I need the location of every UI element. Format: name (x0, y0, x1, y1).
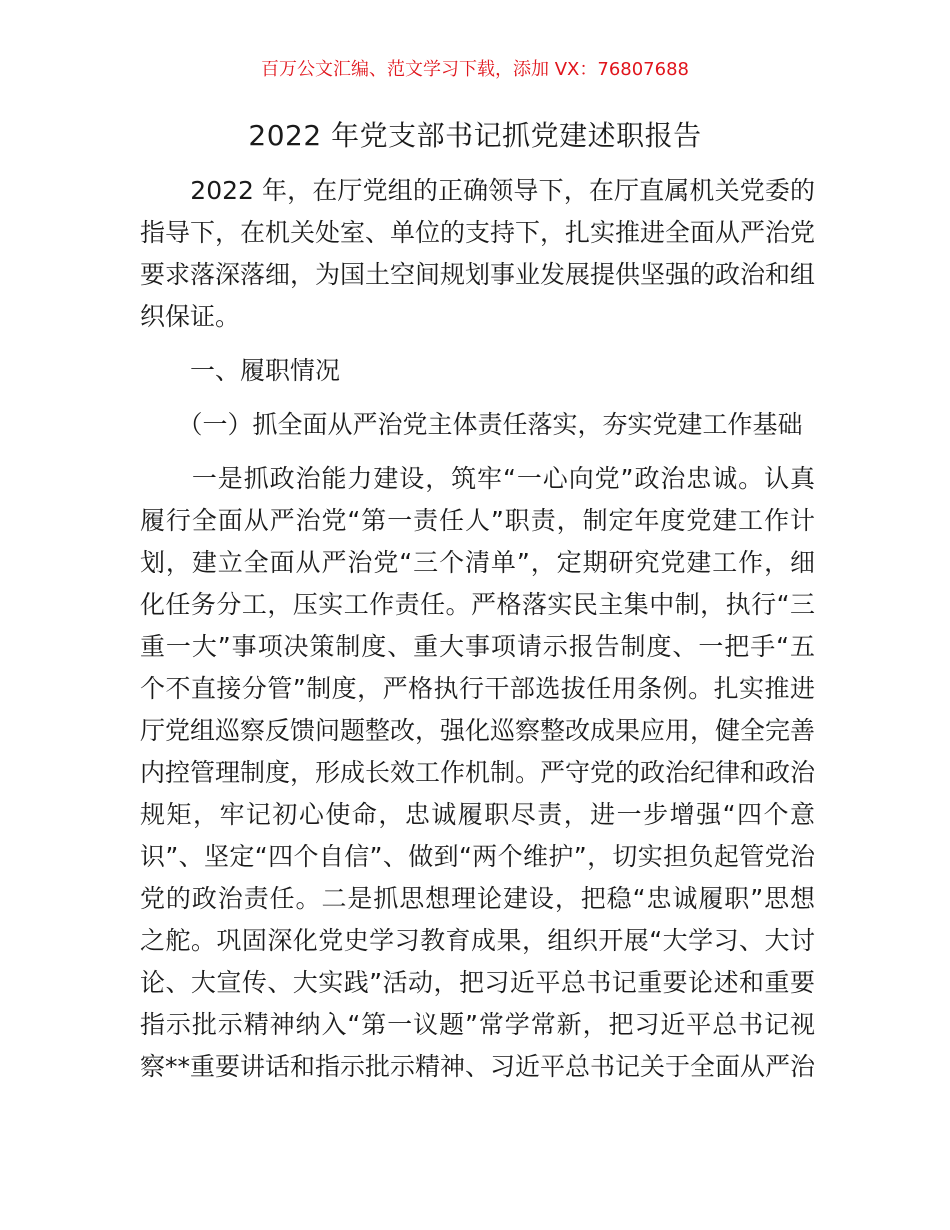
body-line: 之舵。巩固深化党史学习教育成果，组织开展“大学习、大讨 (140, 926, 815, 955)
body-line: 化任务分工，压实工作责任。严格落实民主集中制，执行“三 (140, 590, 815, 619)
body-line: 一是抓政治能力建设，筑牢“一心向党”政治忠诚。认真 (140, 464, 815, 493)
document-body (140, 170, 815, 1088)
document-title: 2022 年党支部书记抓党建述职报告 (248, 119, 702, 152)
subsection-heading: （一）抓全面从严治党主体责任落实，夯实党建工作基础 (140, 410, 803, 439)
section-heading: 一、履职情况 (140, 356, 341, 385)
body-line: 论、大宣传、大实践”活动，把习近平总书记重要论述和重要 (140, 968, 815, 997)
intro-line: 织保证。 (140, 302, 241, 331)
body-line: 履行全面从严治党“第一责任人”职责，制定年度党建工作计 (140, 506, 815, 535)
body-line: 重一大”事项决策制度、重大事项请示报告制度、一把手“五 (140, 632, 815, 661)
body-line: 党的政治责任。二是抓思想理论建设，把稳“忠诚履职”思想 (140, 884, 815, 913)
body-line: 指示批示精神纳入“第一议题”常学常新，把习近平总书记视 (140, 1010, 815, 1039)
body-line: 厅党组巡察反馈问题整改，强化巡察整改成果应用，健全完善 (140, 716, 815, 745)
intro-line: 指导下，在机关处室、单位的支持下，扎实推进全面从严治党 (140, 218, 815, 247)
body-line: 划，建立全面从严治党“三个清单”，定期研究党建工作，细 (140, 548, 815, 577)
body-line: 个不直接分管”制度，严格执行干部选拔任用条例。扎实推进 (140, 674, 815, 703)
body-line: 识”、坚定“四个自信”、做到“两个维护”，切实担负起管党治 (140, 842, 815, 871)
body-line: 内控管理制度，形成长效工作机制。严守党的政治纪律和政治 (140, 758, 815, 787)
body-line: 规矩，牢记初心使命，忠诚履职尽责，进一步增强“四个意 (140, 800, 815, 829)
header-watermark-note: 百万公文汇编、范文学习下载，添加 VX：76807688 (261, 59, 689, 80)
intro-line: 2022 年，在厅党组的正确领导下，在厅直属机关党委的 (140, 176, 815, 205)
body-line: 察**重要讲话和指示批示精神、习近平总书记关于全面从严治 (140, 1052, 815, 1081)
intro-line: 要求落深落细，为国土空间规划事业发展提供坚强的政治和组 (140, 260, 815, 289)
